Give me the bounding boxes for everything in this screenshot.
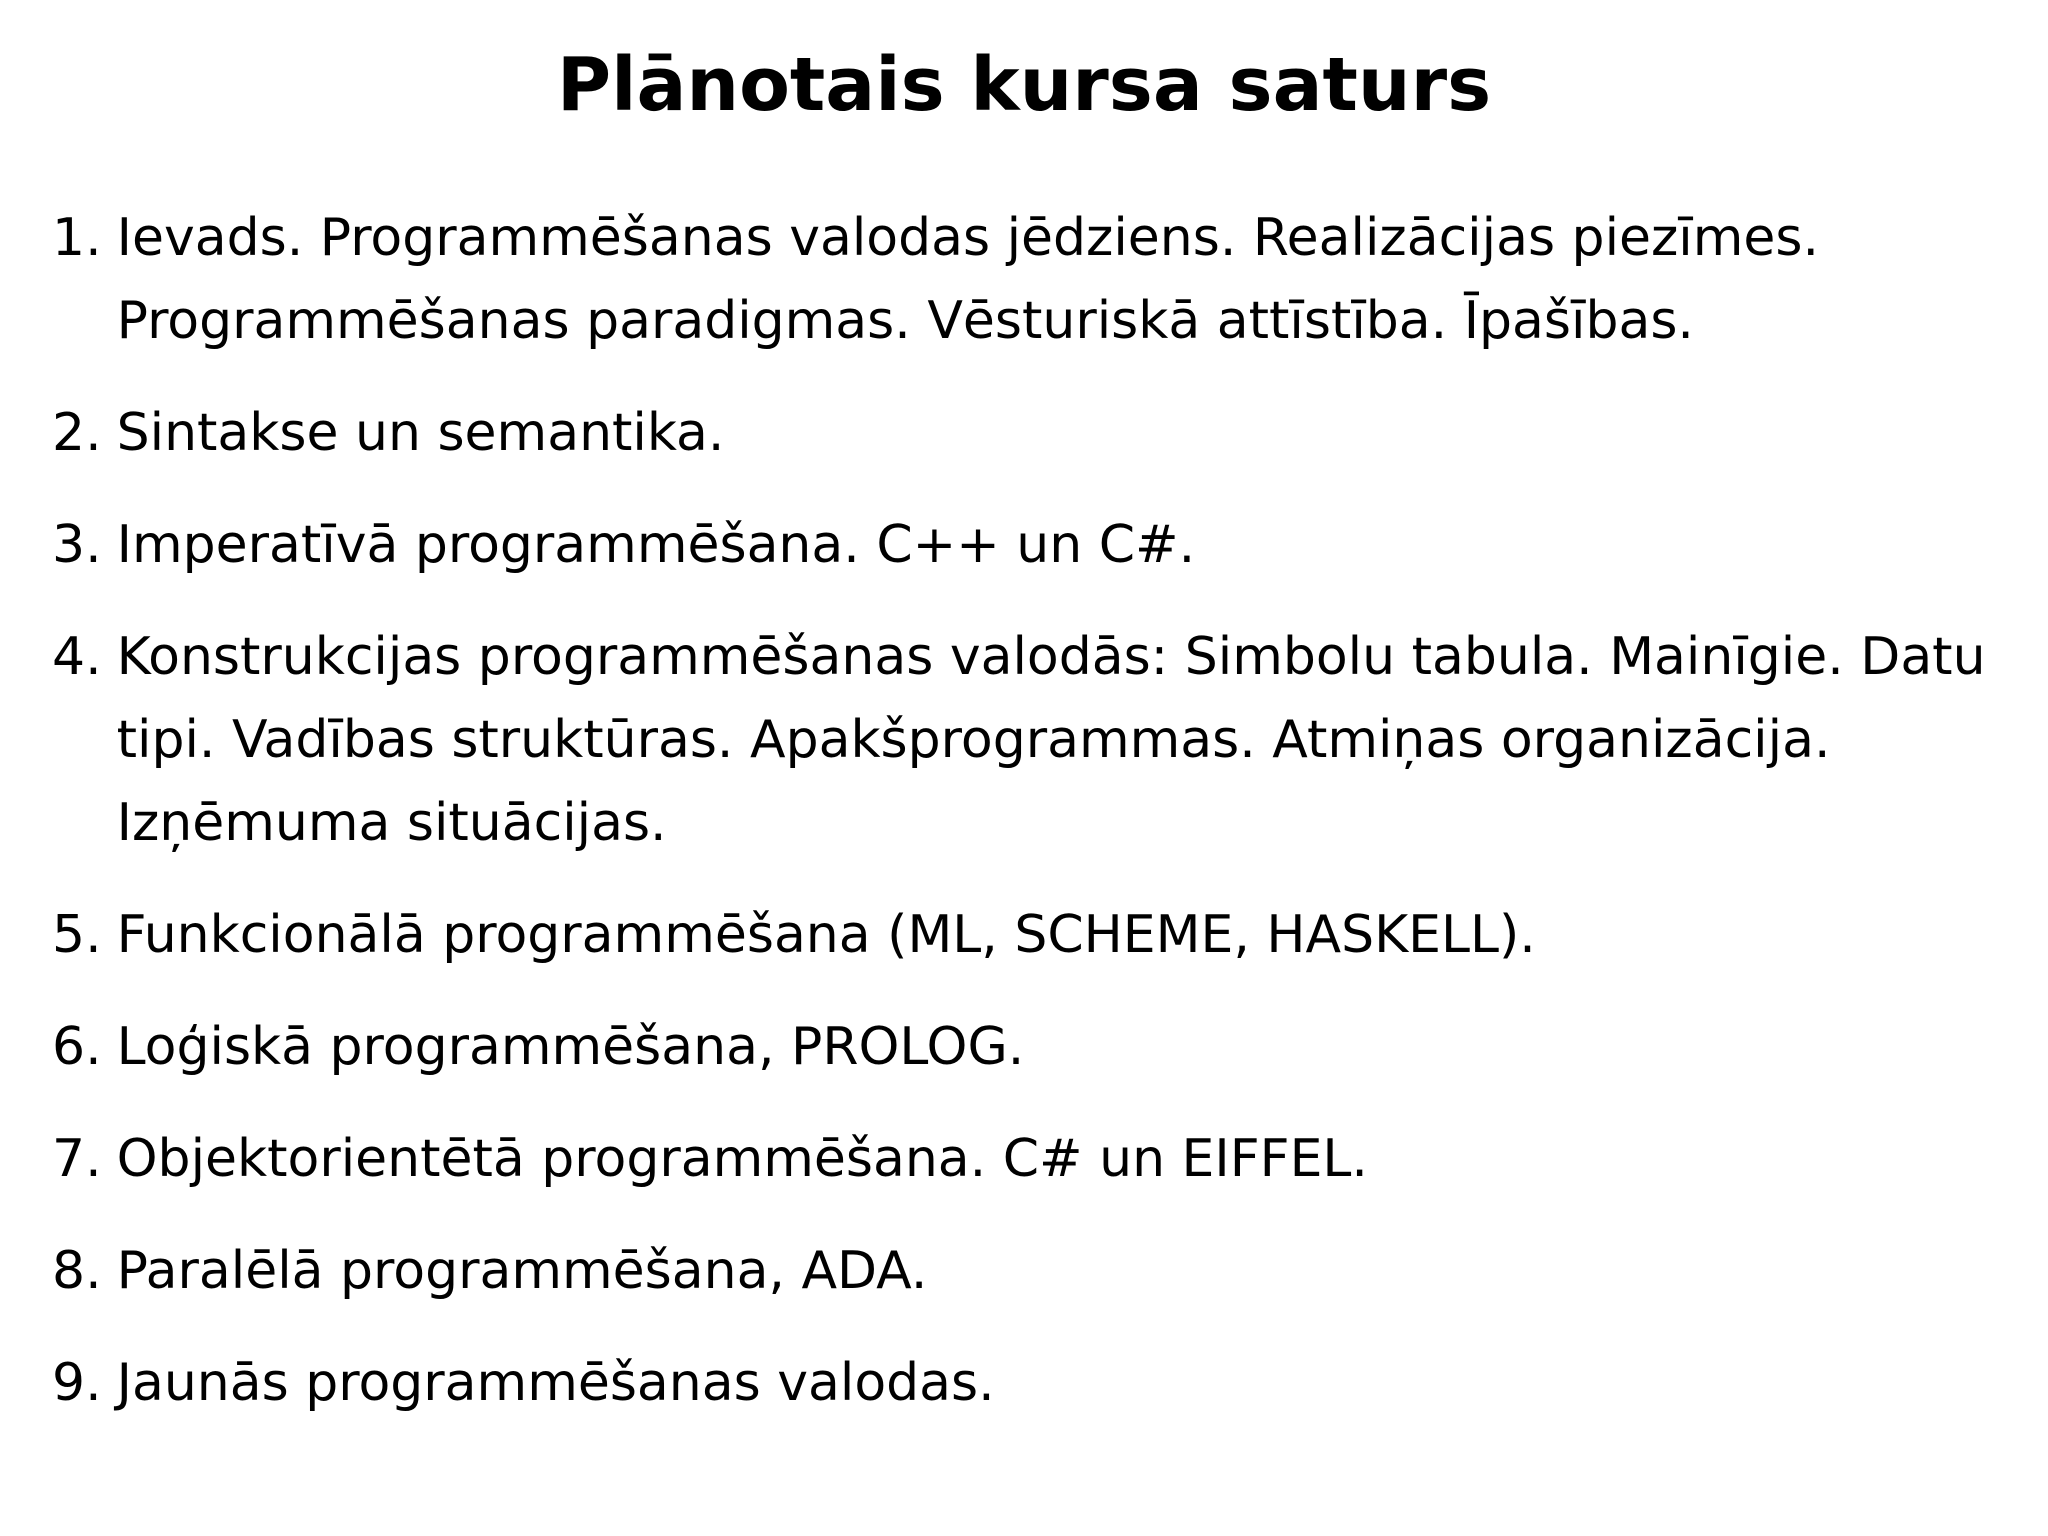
item-number: 1. — [52, 208, 102, 268]
slide-title: Plānotais kursa saturs — [556, 42, 1492, 128]
item-line: Izņēmuma situācijas. — [116, 793, 667, 853]
list-item-3 — [52, 504, 1992, 587]
list-item-1 — [52, 197, 1992, 363]
item-line: Objektorientētā programmēšana. C# un EIFFEL. — [116, 1129, 1368, 1189]
item-number: 7. — [52, 1129, 102, 1189]
item-number: 5. — [52, 905, 102, 965]
item-line: Loģiskā programmēšana, PROLOG. — [116, 1017, 1025, 1077]
item-text — [102, 1230, 1992, 1313]
course-content-list — [52, 197, 1992, 1454]
item-number: 9. — [52, 1353, 102, 1413]
list-item-4 — [52, 616, 1992, 865]
item-line: Ievads. Programmēšanas valodas jēdziens. Realizācijas piezīmes. — [116, 208, 1820, 268]
item-text — [102, 616, 1992, 865]
item-line: Imperatīvā programmēšana. C++ un C#. — [116, 515, 1196, 575]
item-number: 4. — [52, 627, 102, 687]
item-number: 6. — [52, 1017, 102, 1077]
list-item-2 — [52, 392, 1992, 475]
list-item-9 — [52, 1342, 1992, 1425]
list-item-5 — [52, 894, 1992, 977]
item-line: Sintakse un semantika. — [116, 403, 725, 463]
item-text — [102, 197, 1992, 363]
list-item-7 — [52, 1118, 1992, 1201]
item-line: Konstrukcijas programmēšanas valodās: Simbolu tabula. Mainīgie. Datu — [116, 627, 1986, 687]
item-text — [102, 1006, 1992, 1089]
item-line: Funkcionālā programmēšana (ML, SCHEME, HASKELL). — [116, 905, 1536, 965]
item-text — [102, 1118, 1992, 1201]
item-number: 8. — [52, 1241, 102, 1301]
item-number: 3. — [52, 515, 102, 575]
item-line: Paralēlā programmēšana, ADA. — [116, 1241, 928, 1301]
list-item-8 — [52, 1230, 1992, 1313]
item-number: 2. — [52, 403, 102, 463]
item-text — [102, 1342, 1992, 1425]
item-text — [102, 392, 1992, 475]
item-text — [102, 894, 1992, 977]
item-text — [102, 504, 1992, 587]
list-item-6 — [52, 1006, 1992, 1089]
item-line: Programmēšanas paradigmas. Vēsturiskā attīstība. Īpašības. — [116, 291, 1694, 351]
item-line: Jaunās programmēšanas valodas. — [116, 1353, 995, 1413]
item-line: tipi. Vadības struktūras. Apakšprogrammas. Atmiņas organizācija. — [116, 710, 1831, 770]
